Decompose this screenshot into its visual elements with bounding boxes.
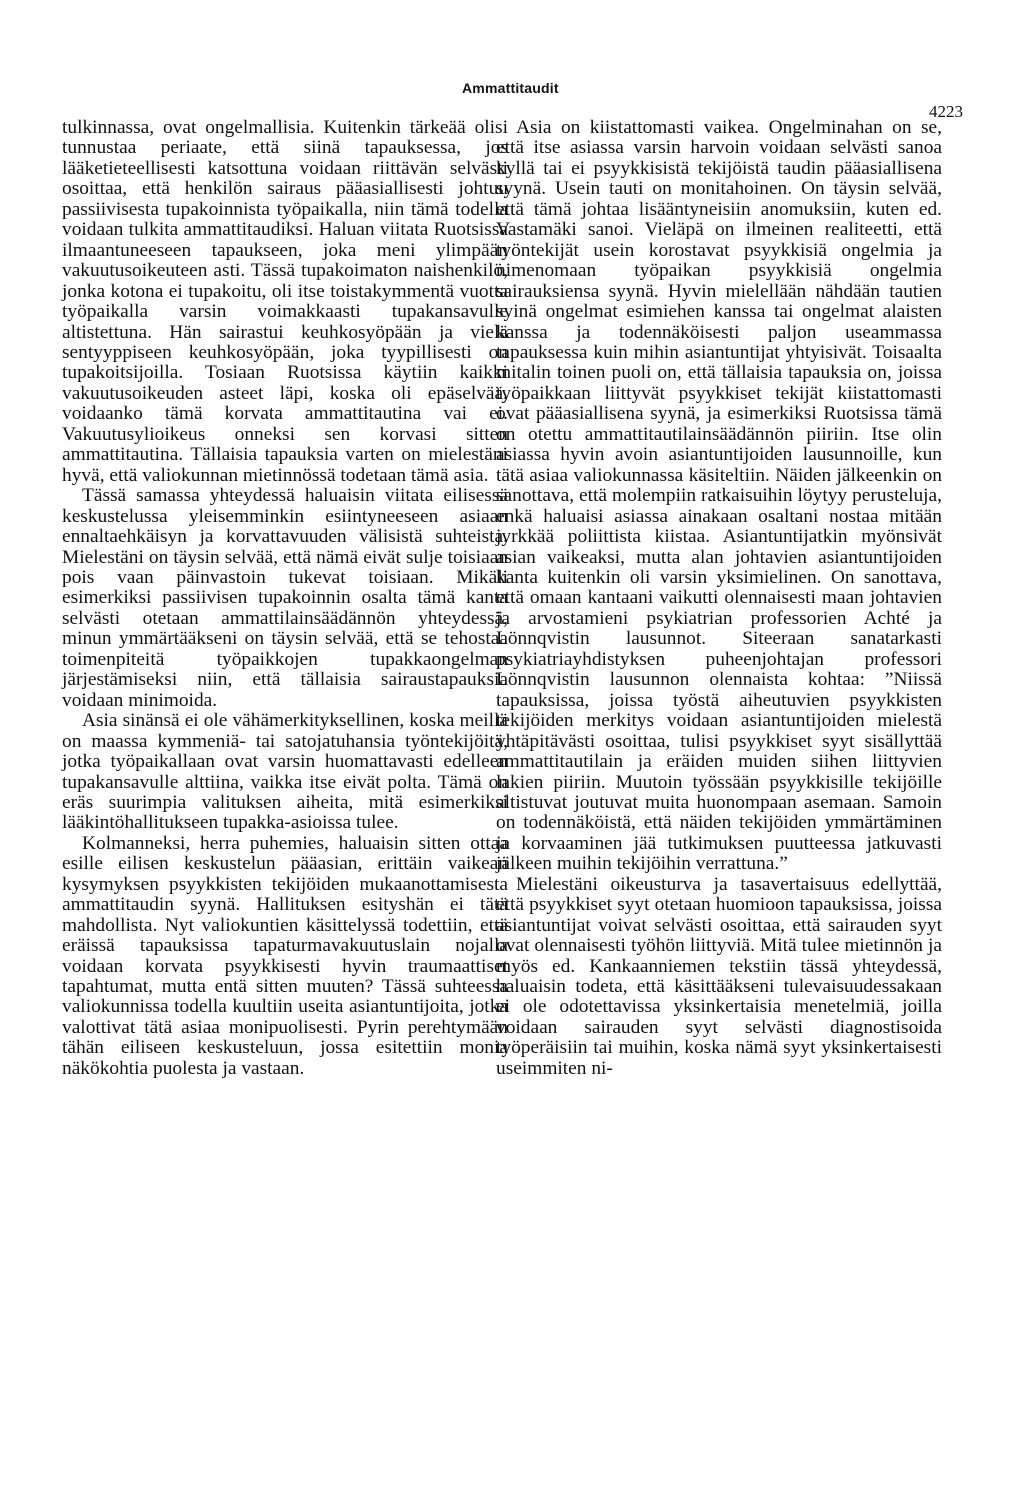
paragraph: tulkinnassa, ovat ongelmallisia. Kuitenkin tärkeää olisi tunnustaa periaate, että siinä tapauksessa, jos lääketieteellisesti katsottuna voidaan riittävän selvästi osoittaa, että henkilön sairaus pääasiallisesti johtuu passiivisesta tupakoinnista työpaikalla, niin tämä todella voidaan tulkita ammattitaudiksi. Haluan viitata Ruotsissa ilmaantuneeseen tapaukseen, joka meni ylimpään vakuutusoikeuteen asti. Tässä tupakoimaton naishenkilö, jonka kotona ei tupakoitu, oli itse toistakymmentä vuotta työpaikalla varsin voimakkaasti tupakansavulle altistettuna. Hän sairastui keuhkosyöpään ja vielä sentyyppiseen keuhkosyöpään, joka tyypillisesti on tupakoitsijoilla. Tosiaan Ruotsissa käytiin kaikki vakuutusoikeuden asteet läpi, koska oli epäselvää, voidaanko tämä korvata ammattitautina vai ei. Vakuutusylioikeus onneksi sen korvasi sitten ammattitautina. Tällaisia tapauksia varten on mielestäni hyvä, että valiokunnan mietinnössä todetaan tämä asia. <box>62 117 508 486</box>
paragraph: Asia sinänsä ei ole vähämerkityksellinen, koska meillä on maassa kymmeniä- tai satojatuhansia työntekijöitä, jotka työpaikallaan ovat varsin huomattavasti edelleen tupakansavulle alttiina, vaikka itse eivät polta. Tämä on eräs suurimpia valituksen aiheita, mitä esimerkiksi lääkintöhallitukseen tupakka-asioissa tulee. <box>62 710 508 834</box>
page-number: 4223 <box>929 102 963 121</box>
paragraph: Asia on kiistattomasti vaikea. Ongelminahan on se, että itse asiassa varsin harvoin voidaan selvästi sanoa kyllä tai ei psyykkisistä tekijöistä taudin pääasiallisena syynä. Usein tauti on monitahoinen. On täysin selvää, että tämä johtaa lisääntyneisiin anomuksiin, kuten ed. Vastamäki sanoi. Vieläpä on ilmeinen realiteetti, että työntekijät usein korostavat psyykkisiä ongelmia ja nimenomaan työpaikan psyykkisiä ongelmia sairauksiensa syynä. Hyvin mielellään nähdään tautien syinä ongelmat esimiehen kanssa tai ongelmat alaisten kanssa ja todennäköisesti paljon useammassa tapauksessa kuin mihin asiantuntijat yhtyisivät. Toisaalta mitalin toinen puoli on, että tällaisia tapauksia on, joissa työpaikkaan liittyvät psyykkiset tekijät kiistattomasti ovat pääasiallisena syynä, ja esimerkiksi Ruotsissa tämä on otettu ammattitautilainsäädännön piiriin. Itse olin asiassa hyvin avoin asiantuntijoiden lausunnoille, kun tätä asiaa valiokunnassa käsiteltiin. Näiden jälkeenkin on sanottava, että molempiin ratkaisuihin löytyy perusteluja, enkä haluaisi asiassa ainakaan osaltani nostaa mitään jyrkkää poliittista kiistaa. Asiantuntijatkin myönsivät asian vaikeaksi, mutta alan johtavien asiantuntijoiden kanta kuitenkin oli varsin yksimielinen. On sanottava, että omaan kantaani vaikutti olennaisesti maan johtavien ja arvostamieni psykiatrian professorien Achté ja Lönnqvistin lausunnot. Siteeraan sanatarkasti psykiatriayhdistyksen puheenjohtajan professori Lönnqvistin lausunnon olennaista kohtaa: ”Niissä tapauksissa, joissa työstä aiheutuvien psyykkisten tekijöiden merkitys voidaan asiantuntijoiden mielestä yhtäpitävästi osoittaa, tulisi psyykkiset syyt sisällyttää ammattitautilain ja eräiden muiden siihen liittyvien lakien piiriin. Muutoin työssään psyykkisille tekijöille altistuvat joutuvat muita huonompaan asemaan. Samoin on todennäköistä, että näiden tekijöiden ymmärtäminen ja korvaaminen jää tutkimuksen puutteessa jatkuvasti jälkeen muihin tekijöihin verrattuna.” <box>496 117 942 875</box>
paragraph: Tässä samassa yhteydessä haluaisin viitata eilisessä keskustelussa yleisemminkin esiintyneeseen asiaan ennaltaehkäisyn ja korvattavuuden välisistä suhteista. Mielestäni on täysin selvää, että nämä eivät sulje toisiaan pois vaan päinvastoin tukevat toisiaan. Mikäli esimerkiksi passiivisen tupakoinnin osalta tämä kanta selvästi otetaan ammattilainsäädännön yhteydessä, minun ymmärtääkseni on täysin selvää, että se tehostaa toimenpiteitä työpaikkojen tupakkaongelman järjestämiseksi niin, että tällaisia sairaustapauksia voidaan minimoida. <box>62 485 508 711</box>
paragraph: Kolmanneksi, herra puhemies, haluaisin sitten ottaa esille eilisen keskustelun pääasian, erittäin vaikean kysymyksen psyykkisten tekijöiden mukaanottamisesta ammattitaudin syynä. Hallituksen esityshän ei tätä mahdollista. Nyt valiokuntien käsittelyssä todettiin, että eräissä tapauksissa tapaturmavakuutuslain nojalla voidaan korvata psyykkisesti hyvin traumaattiset tapahtumat, mutta entä sitten muuten? Tässä suhteessa valiokunnissa todella kuultiin useita asiantuntijoita, jotka valottivat tätä asiaa monipuolisesti. Pyrin perehtymään tähän eiliseen keskusteluun, jossa esitettiin monia näkökohtia puolesta ja vastaan. <box>62 832 508 1079</box>
paragraph: Mielestäni oikeusturva ja tasavertaisuus edellyttää, että psyykkiset syyt otetaan huomioon tapauksissa, joissa asiantuntijat voivat selvästi osoittaa, että sairauden syyt ovat olennaisesti työhön liittyviä. Mitä tulee mietinnön ja myös ed. Kankaanniemen tekstiin tässä yhteydessä, haluaisin todeta, että käsittääkseni tulevaisuudessakaan ei ole odotettavissa yksinkertaisia menetelmiä, joilla voidaan sairauden syyt selvästi diagnostisoida työperäisiin tai muihin, koska nämä syyt yksinkertaisesti useimmiten ni- <box>496 873 942 1079</box>
left-column <box>62 118 508 1079</box>
running-title: Ammattitaudit <box>462 80 559 96</box>
right-column <box>496 118 942 1079</box>
